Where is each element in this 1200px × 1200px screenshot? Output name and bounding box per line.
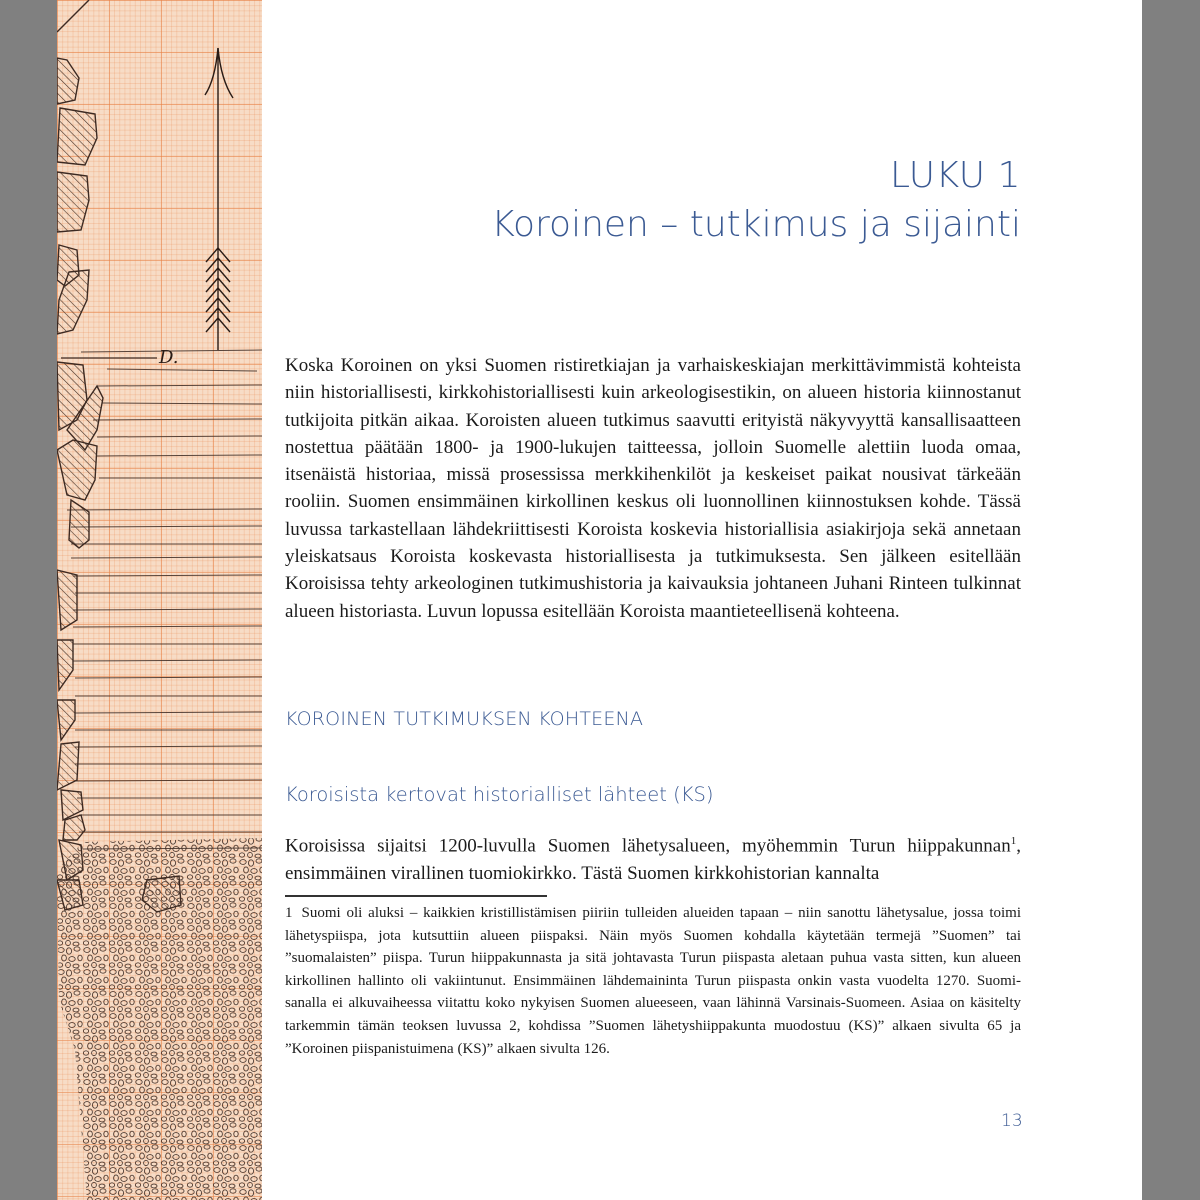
north-arrow-icon <box>205 48 233 350</box>
page-number: 13 <box>1001 1111 1023 1131</box>
footnote-number: 1 <box>285 905 293 921</box>
diagonal-line <box>57 0 89 32</box>
intro-paragraph: Koska Koroinen on yksi Suomen ristiretkiajan ja varhaiskeskiajan merkittävimmistä kohteista niin historiallisesti, kirkkohistoriallisesti kuin arkeologisestikin, on alueen historia kiinnostanut tutkijoita pitkän aikaa. Koroisten alueen tutkimus saavutti erityistä näkyvyyttä kansallisaatteen nostettua päätään 1800- ja 1900-lukujen taitteessa, jolloin Suomelle alettiin luoda omaa, itsenäistä historiaa, missä prosessissa merkkihenkilöt ja keskeiset paikat nousivat tärkeään rooliin. Suomen ensimmäinen kirkollinen keskus oli luonnollinen kiinnostuksen kohde. Tässä luvussa tarkastellaan lähdekriittisesti Koroista koskevia historiallisia asiakirjoja sekä annetaan yleiskatsaus Koroista koskevasta historiallisesta ja tutkimuksesta. Sen jälkeen esitellään Koroisissa tehty arkeologinen tutkimushistoria ja kaivauksia johtaneen Juhani Rinteen tulkinnat alueen historiasta. Luvun lopussa esitellään Koroista maantieteellisenä kohteena. <box>285 355 1021 622</box>
footnote <box>285 902 1021 1060</box>
chapter-label: LUKU 1 <box>890 155 1021 196</box>
excavation-drawing-art <box>57 0 262 1200</box>
annotation-letter: D. <box>159 347 179 368</box>
paragraph-text-start: Koroisissa sijaitsi 1200-luvulla Suomen lähetysalueen, myöhemmin Turun hiippakunnan <box>285 835 1011 857</box>
excavation-drawing <box>57 0 262 1200</box>
subsection-heading: Koroisista kertovat historialliset lähteet (KS) <box>285 783 714 806</box>
footnote-reference[interactable]: 1 <box>1010 835 1017 847</box>
paragraph-text-end: , ensimmäinen virallinen tuomiokirkko. Tästä Suomen kirkkohistorian kannalta <box>285 835 1021 884</box>
body-paragraph <box>285 828 1021 887</box>
document-page <box>57 0 1142 1200</box>
chapter-title: Koroinen – tutkimus ja sijainti <box>491 204 1021 245</box>
section-heading: KOROINEN TUTKIMUKSEN KOHTEENA <box>285 708 644 730</box>
footnote-text: Suomi oli aluksi – kaikkien kristillistämisen piiriin tulleiden alueiden tapaan – niin sanottu lähetysalue, jossa toimi lähetyspiispa, jota kutsuttiin alueen piispaksi. Näin myös Suomen kohdalla käytetään termejä ”Suomen” tai ”suomalaisten” piispa. Turun hiippakunnasta ja sitä johtavasta Turun piispasta aletaan puhua vasta sitten, kun alueen kirkollinen hallinto oli vakiintunut. Ensimmäinen lähdemaininta Turun piispasta onkin vasta vuodelta 1270. Suomi-sanalla ei alkuvaiheessa viitattu koko nykyisen Suomen alueeseen, vaan lähinnä Varsinais-Suomeen. Asiaa on käsitelty tarkemmin tämän teoksen luvussa 2, kohdissa ”Suomen lähetyshiippakunta muodostuu (KS)” alkaen sivulta 65 ja ”Koroinen piispanistuimena (KS)” alkaen sivulta 126. <box>285 905 1021 1057</box>
hatched-stones <box>57 58 181 912</box>
pebble-layer <box>57 838 262 1200</box>
footnote-divider <box>285 895 547 897</box>
chapter-heading <box>491 152 1021 250</box>
